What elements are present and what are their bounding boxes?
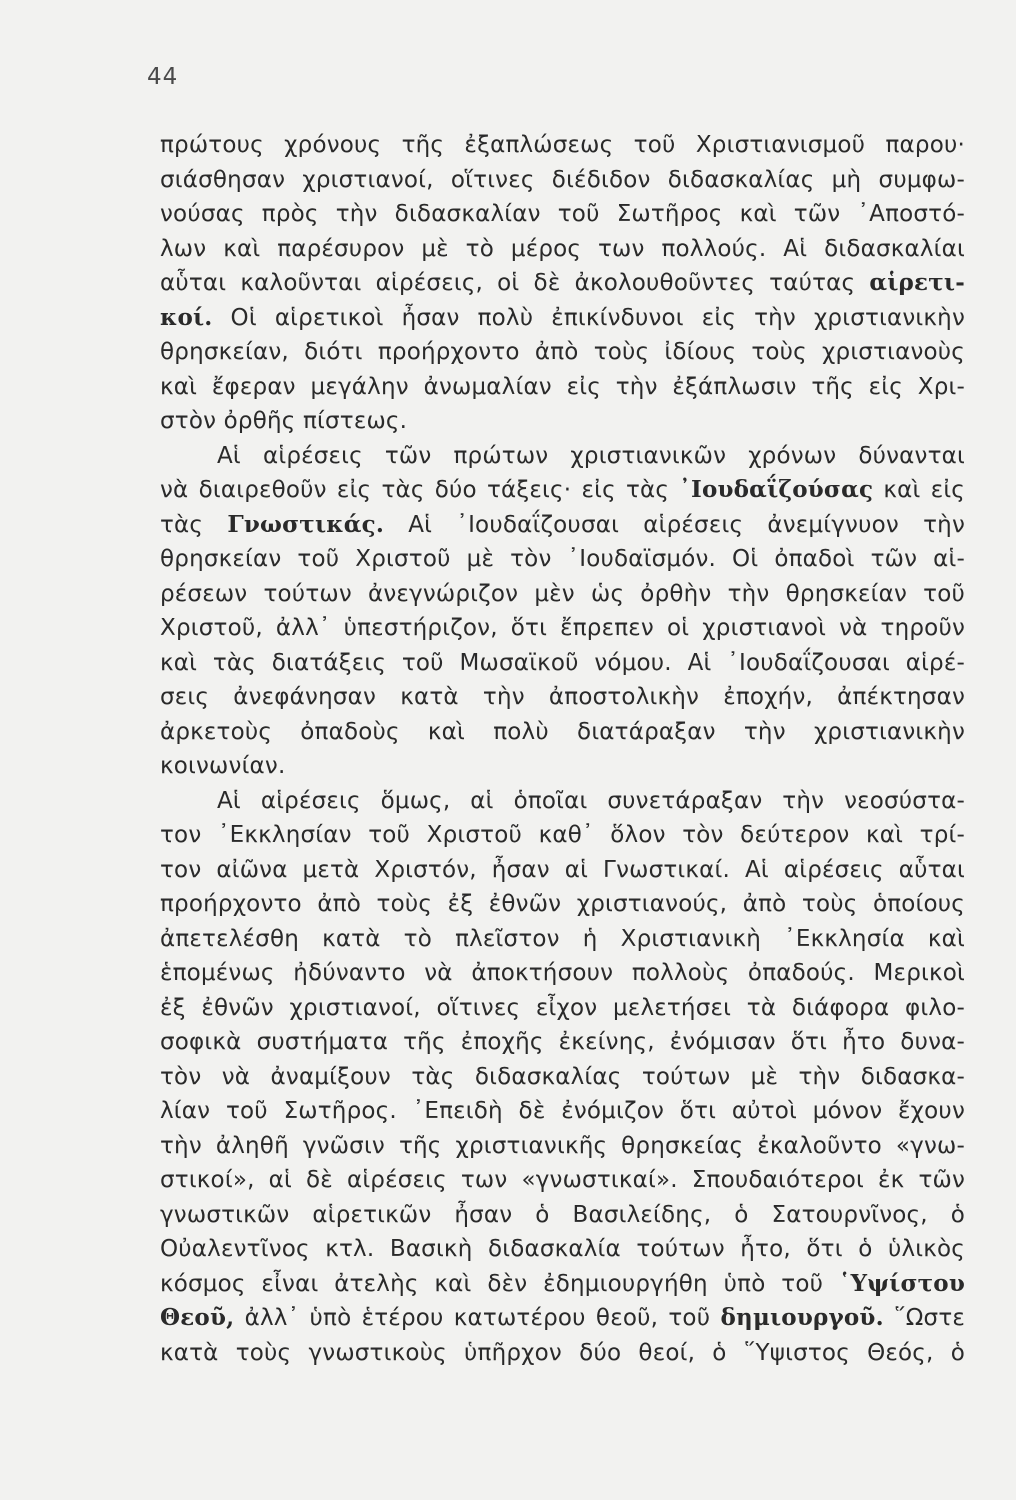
text-line	[160, 784, 965, 819]
text-line	[160, 956, 965, 991]
text-run: ἀρκετοὺς ὀπαδοὺς καὶ πολὺ διατάραξαν τὴν χριστιανικὴν	[160, 718, 965, 745]
body-text	[160, 128, 965, 1370]
text-line	[160, 887, 965, 922]
text-line	[160, 266, 965, 301]
text-line	[160, 680, 965, 715]
page-number: 44	[147, 64, 179, 90]
text-line	[160, 1025, 965, 1060]
text-run: ῞Ωστε	[883, 1305, 965, 1331]
text-line	[160, 1336, 965, 1371]
text-run: προήρχοντο ἀπὸ τοὺς ἐξ ἐθνῶν χριστιανούς, ἀπὸ τοὺς ὁποίους	[160, 891, 965, 917]
text-run: θρησκείαν τοῦ Χριστοῦ μὲ τὸν ᾿Ιουδαϊσμόν. Οἱ ὀπαδοὶ τῶν αἱ-	[160, 546, 965, 572]
text-run: θρησκείαν, διότι προήρχοντο ἀπὸ τοὺς ἰδίους τοὺς χριστιανοὺς	[160, 339, 965, 365]
text-run: καὶ εἰς	[873, 477, 966, 503]
bold-term: αἱρετι-	[869, 269, 965, 296]
text-run: Οὐαλεντῖνος κτλ. Βασικὴ διδασκαλία τούτων ἦτο, ὅτι ὁ ὑλικὸς	[160, 1236, 965, 1262]
text-run: σιάσθησαν χριστιανοί, οἵτινες διέδιδον διδασκαλίας μὴ συμφω-	[160, 166, 965, 193]
text-line	[160, 128, 965, 163]
text-run: ἑπομένως ἠδύναντο νὰ ἀποκτήσουν πολλοὺς ὀπαδούς. Μερικοὶ	[160, 960, 965, 986]
text-line	[160, 197, 965, 232]
text-run: ἀλλ᾿ ὑπὸ ἑτέρου κατωτέρου θεοῦ, τοῦ	[234, 1305, 721, 1331]
text-run: τὸν νὰ ἀναμίξουν τὰς διδασκαλίας τούτων μὲ τὴν διδασκα-	[160, 1063, 965, 1090]
text-line	[160, 1301, 965, 1336]
text-run: τον ᾿Εκκλησίαν τοῦ Χριστοῦ καθ᾿ ὅλον τὸν δεύτερον καὶ τρί-	[160, 822, 965, 848]
text-run: ρέσεων τούτων ἀνεγνώριζον μὲν ὡς ὀρθὴν τὴν θρησκείαν τοῦ	[160, 580, 965, 607]
text-run: τον αἰῶνα μετὰ Χριστόν, ἦσαν αἱ Γνωστικαί. Αἱ αἱρέσεις αὗται	[160, 856, 965, 883]
text-line	[160, 232, 965, 267]
text-line	[160, 1232, 965, 1267]
bold-term: δημιουργοῦ.	[720, 1304, 884, 1331]
text-line	[160, 1267, 965, 1302]
text-run: γνωστικῶν αἱρετικῶν ἦσαν ὁ Βασιλείδης, ὁ Σατουρνῖνος, ὁ	[160, 1201, 965, 1228]
text-line	[160, 370, 965, 405]
text-run: νούσας πρὸς τὴν διδασκαλίαν τοῦ Σωτῆρος καὶ τῶν ᾿Αποστό-	[160, 201, 965, 227]
text-line	[160, 922, 965, 957]
text-run: πρώτους χρόνους τῆς ἐξαπλώσεως τοῦ Χριστιανισμοῦ παρου·	[160, 132, 965, 158]
text-run: ἐξ ἐθνῶν χριστιανοί, οἵτινες εἶχον μελετήσει τὰ διάφορα φιλο-	[160, 994, 965, 1021]
text-line	[160, 335, 965, 370]
text-line	[160, 508, 965, 543]
text-line	[160, 577, 965, 612]
text-run: τὰς	[160, 511, 228, 538]
text-run: λίαν τοῦ Σωτῆρος. ᾿Επειδὴ δὲ ἐνόμιζον ὅτι αὐτοὶ μόνον ἔχουν	[160, 1098, 965, 1124]
text-line	[160, 646, 965, 681]
text-run: στὸν ὀρθῆς πίστεως.	[160, 408, 408, 434]
text-run: Αἱ αἱρέσεις τῶν πρώτων χριστιανικῶν χρόνων δύνανται	[217, 442, 965, 469]
text-line	[160, 542, 965, 577]
bold-term: Θεοῦ,	[160, 1304, 235, 1331]
text-run: κόσμος εἶναι ἀτελὴς καὶ δὲν ἐδημιουργήθη ὑπὸ τοῦ	[160, 1270, 839, 1297]
text-line	[160, 1129, 965, 1164]
text-run: αὗται καλοῦνται αἱρέσεις, οἱ δὲ ἀκολουθοῦντες ταύτας	[160, 270, 870, 296]
text-run: κοινωνίαν.	[160, 753, 286, 779]
text-line	[160, 853, 965, 888]
text-run: στικοί», αἱ δὲ αἱρέσεις των «γνωστικαί». Σπουδαιότεροι ἐκ τῶν	[160, 1167, 965, 1193]
text-run: Οἱ αἱρετικοὶ ἦσαν πολὺ ἐπικίνδυνοι εἰς τὴν χριστιανικὴν	[212, 304, 965, 331]
text-run: λων καὶ παρέσυρον μὲ τὸ μέρος των πολλούς. Αἱ διδασκαλίαι	[160, 235, 965, 262]
text-line	[160, 439, 965, 474]
text-line	[160, 715, 965, 750]
text-run: καὶ τὰς διατάξεις τοῦ Μωσαϊκοῦ νόμου. Αἱ ᾿Ιουδαΐζουσαι αἱρέ-	[160, 649, 965, 676]
text-line	[160, 1163, 965, 1198]
text-line	[160, 818, 965, 853]
text-line	[160, 473, 965, 508]
text-line	[160, 404, 965, 439]
bold-term: ῾Υψίστου	[838, 1269, 965, 1297]
text-run: ἀπετελέσθη κατὰ τὸ πλεῖστον ἡ Χριστιανικὴ ᾿Εκκλησία καὶ	[160, 925, 965, 952]
bold-term: κοί.	[160, 303, 213, 331]
text-line	[160, 1060, 965, 1095]
text-run: νὰ διαιρεθοῦν εἰς τὰς δύο τάξεις· εἰς τὰς	[160, 477, 680, 503]
text-line	[160, 301, 965, 336]
text-run: σεις ἀνεφάνησαν κατὰ τὴν ἀποστολικὴν ἐποχήν, ἀπέκτησαν	[160, 684, 965, 710]
text-run: Αἱ αἱρέσεις ὅμως, αἱ ὁποῖαι συνετάραξαν τὴν νεοσύστα-	[217, 787, 965, 814]
text-line	[160, 163, 965, 198]
text-line	[160, 1094, 965, 1129]
text-run: κατὰ τοὺς γνωστικοὺς ὑπῆρχον δύο θεοί, ὁ ῞Υψιστος Θεός, ὁ	[160, 1339, 965, 1366]
text-run: τὴν ἀληθῆ γνῶσιν τῆς χριστιανικῆς θρησκείας ἐκαλοῦντο «γνω-	[160, 1132, 965, 1159]
text-run: Χριστοῦ, ἀλλ᾿ ὑπεστήριζον, ὅτι ἔπρεπεν οἱ χριστιανοὶ νὰ τηροῦν	[160, 615, 965, 641]
bold-term: ᾿Ιουδαΐζούσας	[679, 476, 874, 503]
text-run: σοφικὰ συστήματα τῆς ἐποχῆς ἐκείνης, ἐνόμισαν ὅτι ἦτο δυνα-	[160, 1029, 965, 1055]
text-line	[160, 1198, 965, 1233]
text-line	[160, 611, 965, 646]
bold-term: Γνωστικάς.	[227, 510, 385, 538]
text-line	[160, 991, 965, 1026]
text-run: Αἱ ᾿Ιουδαΐζουσαι αἱρέσεις ἀνεμίγνυον τὴν	[384, 511, 965, 538]
text-run: καὶ ἔφεραν μεγάλην ἀνωμαλίαν εἰς τὴν ἐξάπλωσιν τῆς εἰς Χρι-	[160, 373, 965, 400]
text-line	[160, 749, 965, 784]
